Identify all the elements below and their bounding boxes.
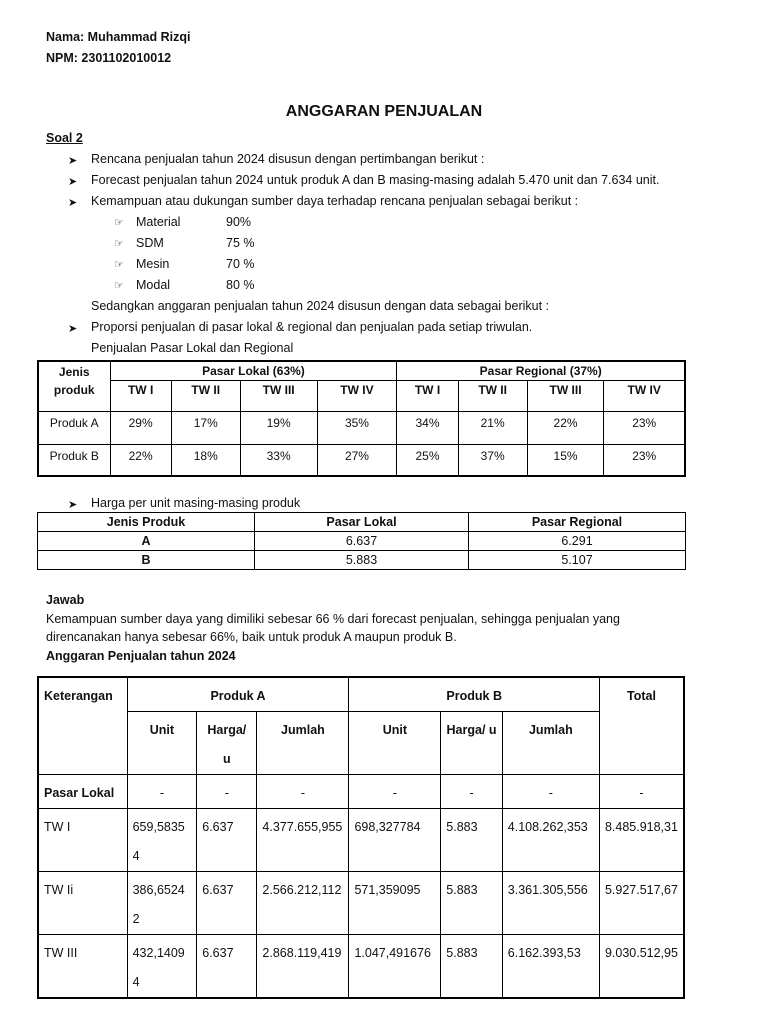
- table-cell: 25%: [397, 444, 458, 476]
- table-cell: 27%: [317, 444, 397, 476]
- resource-name: Modal: [136, 278, 171, 292]
- jawab-label: Jawab: [46, 593, 85, 607]
- pasar-regional-header: Pasar Regional: [469, 513, 686, 532]
- table-cell: 2.868.119,419: [257, 935, 349, 999]
- table-cell: 37%: [458, 444, 527, 476]
- jumlah-header: Jumlah: [257, 712, 349, 775]
- arrow-bullet-icon: ➤: [68, 155, 78, 167]
- table-cell: 571,359095: [349, 872, 441, 935]
- quarter-header: TW III: [527, 380, 604, 411]
- table-cell: 22%: [527, 411, 604, 444]
- sedangkan-text: Sedangkan anggaran penjualan tahun 2024 disusun dengan data sebagai berikut :: [91, 299, 550, 313]
- table-cell: 659,58354: [127, 809, 197, 872]
- arrow-bullet-icon: ➤: [68, 197, 78, 209]
- quarter-header: TW II: [458, 380, 527, 411]
- jawab-text-line: direncanakan hanya sebesar 66%, baik untuk produk A maupun produk B.: [46, 630, 457, 644]
- row-label: TW Ii: [38, 872, 127, 935]
- resource-name: SDM: [136, 236, 164, 250]
- table-cell: 8.485.918,31: [599, 809, 684, 872]
- bullet-text: Kemampuan atau dukungan sumber daya terhadap rencana penjualan sebagai berikut :: [91, 194, 579, 208]
- table-row: [38, 444, 685, 476]
- unit-header: Unit: [127, 712, 197, 775]
- harga-bullet: Harga per unit masing-masing produk: [91, 496, 301, 510]
- soal-label: Soal 2: [46, 131, 83, 145]
- quarter-header: TW IV: [604, 380, 685, 411]
- row-label: B: [38, 551, 255, 570]
- table-cell: 33%: [240, 444, 317, 476]
- table-cell: 19%: [240, 411, 317, 444]
- table-row: [38, 872, 684, 935]
- pasar-lokal-header: Pasar Lokal (63%): [110, 361, 397, 380]
- arrow-bullet-icon: ➤: [68, 323, 78, 335]
- jenis-produk-header: Jenis Produk: [38, 513, 255, 532]
- table-cell: 23%: [604, 444, 685, 476]
- table-cell: -: [502, 775, 599, 809]
- table-cell: 6.637: [197, 872, 257, 935]
- table-cell: 3.361.305,556: [502, 872, 599, 935]
- bullet-text: Rencana penjualan tahun 2024 disusun dengan pertimbangan berikut :: [91, 152, 485, 166]
- resource-value: 90%: [226, 215, 252, 229]
- table-cell: 698,327784: [349, 809, 441, 872]
- table-cell: 17%: [171, 411, 240, 444]
- resource-value: 75 %: [226, 236, 255, 250]
- table-cell: 6.637: [255, 532, 469, 551]
- table-row: [38, 551, 686, 570]
- pasar-lokal-header: Pasar Lokal: [255, 513, 469, 532]
- pointing-hand-icon: ☞: [114, 217, 124, 229]
- table-row: [38, 532, 686, 551]
- total-header: Total: [599, 677, 684, 775]
- row-label: TW III: [38, 935, 127, 999]
- unit-header: Unit: [349, 712, 441, 775]
- resource-name: Material: [136, 215, 181, 229]
- table-cell: 5.883: [255, 551, 469, 570]
- table-cell: 9.030.512,95: [599, 935, 684, 999]
- proporsi-bullet: Proporsi penjualan di pasar lokal & regional dan penjualan pada setiap triwulan.: [91, 320, 533, 334]
- quarter-header: TW III: [240, 380, 317, 411]
- arrow-bullet-icon: ➤: [68, 176, 78, 188]
- proporsi-subtitle: Penjualan Pasar Lokal dan Regional: [91, 341, 294, 355]
- harga-header: Harga/ u: [441, 712, 503, 775]
- keterangan-header: Keterangan: [38, 677, 127, 775]
- anggaran-title: Anggaran Penjualan tahun 2024: [46, 649, 236, 663]
- table-cell: 432,14094: [127, 935, 197, 999]
- table-cell: -: [599, 775, 684, 809]
- produk-a-header: Produk A: [127, 677, 349, 712]
- table-cell: 18%: [171, 444, 240, 476]
- table-cell: -: [441, 775, 503, 809]
- pointing-hand-icon: ☞: [114, 259, 124, 271]
- harga-table: [37, 512, 686, 570]
- table-cell: 5.883: [441, 872, 503, 935]
- pointing-hand-icon: ☞: [114, 280, 124, 292]
- table-cell: 2.566.212,112: [257, 872, 349, 935]
- jumlah-header: Jumlah: [502, 712, 599, 775]
- table-cell: -: [349, 775, 441, 809]
- quarter-header: TW II: [171, 380, 240, 411]
- row-label: TW I: [38, 809, 127, 872]
- table-row: [38, 809, 684, 872]
- produk-b-header: Produk B: [349, 677, 600, 712]
- table-row: [38, 775, 684, 809]
- quarter-header: TW I: [397, 380, 458, 411]
- table-cell: 5.927.517,67: [599, 872, 684, 935]
- row-label: A: [38, 532, 255, 551]
- table-cell: -: [257, 775, 349, 809]
- table-cell: 6.162.393,53: [502, 935, 599, 999]
- table-cell: 34%: [397, 411, 458, 444]
- table-cell: 15%: [527, 444, 604, 476]
- jawab-text-line: Kemampuan sumber daya yang dimiliki sebesar 66 % dari forecast penjualan, sehingga penjualan yang: [46, 612, 620, 626]
- harga-header: Harga/ u: [197, 712, 257, 775]
- resource-value: 80 %: [226, 278, 255, 292]
- table-cell: 4.108.262,353: [502, 809, 599, 872]
- table-cell: 35%: [317, 411, 397, 444]
- pointing-hand-icon: ☞: [114, 238, 124, 250]
- table-row: [38, 411, 685, 444]
- table-cell: 4.377.655,955: [257, 809, 349, 872]
- table-cell: 5.883: [441, 809, 503, 872]
- table-cell: 6.637: [197, 809, 257, 872]
- page-title: ANGGARAN PENJUALAN: [285, 103, 483, 120]
- jenis-produk-header: Jenis produk: [38, 361, 110, 411]
- table-cell: 6.637: [197, 935, 257, 999]
- table-cell: 1.047,491676: [349, 935, 441, 999]
- quarter-header: TW I: [110, 380, 171, 411]
- table-cell: -: [197, 775, 257, 809]
- table-cell: 29%: [110, 411, 171, 444]
- quarter-header: TW IV: [317, 380, 397, 411]
- proporsi-table: [37, 360, 686, 477]
- table-cell: 6.291: [469, 532, 686, 551]
- table-row: [38, 935, 684, 999]
- resource-value: 70 %: [226, 257, 255, 271]
- anggaran-table: [37, 676, 685, 999]
- student-npm: NPM: 2301102010012: [46, 51, 172, 65]
- table-cell: 23%: [604, 411, 685, 444]
- arrow-bullet-icon: ➤: [68, 499, 78, 511]
- row-label: Produk B: [38, 444, 110, 476]
- table-cell: 5.883: [441, 935, 503, 999]
- table-cell: 386,65242: [127, 872, 197, 935]
- resource-name: Mesin: [136, 257, 170, 271]
- pasar-regional-header: Pasar Regional (37%): [397, 361, 685, 380]
- row-label: Produk A: [38, 411, 110, 444]
- table-cell: -: [127, 775, 197, 809]
- table-cell: 22%: [110, 444, 171, 476]
- table-cell: 5.107: [469, 551, 686, 570]
- student-name: Nama: Muhammad Rizqi: [46, 30, 191, 44]
- row-label: Pasar Lokal: [38, 775, 127, 809]
- table-cell: 21%: [458, 411, 527, 444]
- bullet-text: Forecast penjualan tahun 2024 untuk produk A dan B masing-masing adalah 5.470 unit dan 7.634 unit.: [91, 173, 660, 187]
